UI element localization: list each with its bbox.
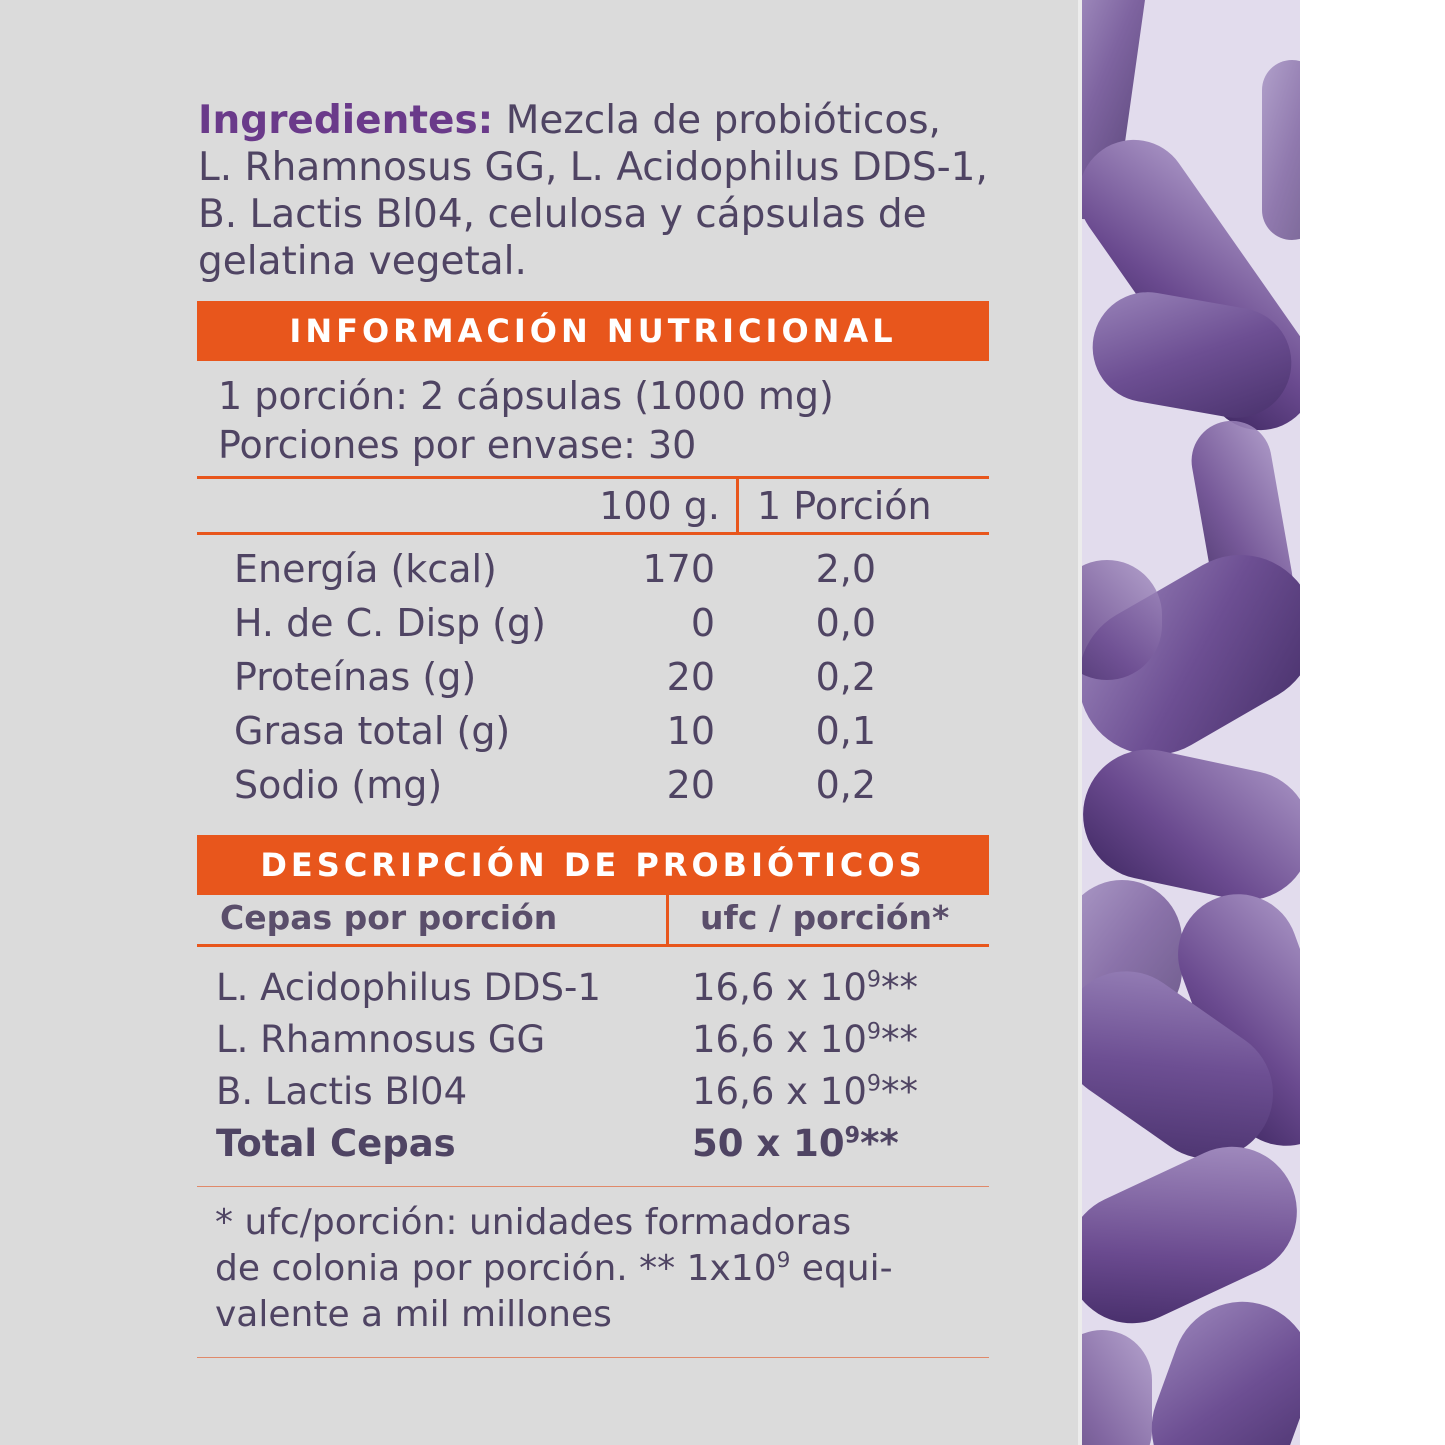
ingredients-line-4: gelatina vegetal. <box>198 239 527 284</box>
strain-name-rhamnosus: L. Rhamnosus GG <box>216 1018 546 1061</box>
probiotics-column-divider <box>666 895 669 947</box>
nutrient-value-portion-sodium: 0,2 <box>815 763 876 807</box>
nutrient-name-sodium: Sodio (mg) <box>234 763 443 807</box>
nutrient-value-portion-protein: 0,2 <box>815 655 876 699</box>
footnote-line-2: de colonia por porción. ** $1x10^9$ equi- <box>215 1248 893 1289</box>
column-header-strains: Cepas por porción <box>220 898 558 937</box>
column-header-100g: 100 g. <box>599 484 720 528</box>
nutrient-name-fat: Grasa total (g) <box>234 709 511 753</box>
page-margin <box>1300 0 1445 1445</box>
column-header-portion: 1 Porción <box>757 484 932 528</box>
serving-size: 1 porción: 2 cápsulas (1000 mg) <box>218 374 834 418</box>
strain-name-acidophilus: L. Acidophilus DDS-1 <box>216 966 601 1009</box>
probiotics-title-band <box>197 835 989 895</box>
probiotics-header-rule <box>197 944 989 947</box>
strain-name-total: Total Cepas <box>216 1122 456 1165</box>
strain-cfu-total: 50 x $10^9**$ <box>692 1122 899 1165</box>
ingredients-label: Ingredientes: <box>198 98 494 143</box>
servings-per-container: Porciones por envase: 30 <box>218 423 697 467</box>
nutrition-title-band <box>197 301 989 361</box>
probiotics-bottom-rule <box>197 1186 989 1187</box>
nutrient-name-energy: Energía (kcal) <box>234 547 497 591</box>
strain-cfu-rhamnosus: 16,6 x $10^9**$ <box>692 1018 919 1061</box>
footnote <box>215 1200 985 1338</box>
nutrition-header-rule-bottom <box>197 532 989 535</box>
footnote-line-1: * ufc/porción: unidades formadoras <box>215 1202 852 1243</box>
bacteria-image <box>1082 0 1300 1445</box>
strain-cfu-acidophilus: 16,6 x $10^9**$ <box>692 966 919 1009</box>
nutrient-name-protein: Proteínas (g) <box>234 655 477 699</box>
strain-cfu-lactis: 16,6 x $10^9**$ <box>692 1070 919 1113</box>
nutrition-header-rule-top <box>197 476 989 479</box>
ingredients-line-2: L. Rhamnosus GG, L. Acidophilus DDS-1, <box>198 145 988 190</box>
strain-name-lactis: B. Lactis Bl04 <box>216 1070 468 1113</box>
probiotics-title: DESCRIPCIÓN DE PROBIÓTICOS <box>260 846 926 884</box>
ingredients-line-3: B. Lactis Bl04, celulosa y cápsulas de <box>198 192 927 237</box>
footnote-bottom-rule <box>197 1357 989 1358</box>
ingredients-line-1: Mezcla de probióticos, <box>505 98 941 143</box>
nutrient-value-portion-fat: 0,1 <box>815 709 876 753</box>
ingredients-text <box>198 97 1068 285</box>
nutrient-value-100g-fat: 10 <box>666 709 715 753</box>
nutrient-value-100g-energy: 170 <box>642 547 715 591</box>
nutrient-value-100g-sodium: 20 <box>666 763 715 807</box>
footnote-line-3: valente a mil millones <box>215 1294 612 1335</box>
column-header-cfu: ufc / porción* <box>700 898 950 937</box>
nutrient-name-carbs: H. de C. Disp (g) <box>234 601 546 645</box>
nutrition-title: INFORMACIÓN NUTRICIONAL <box>289 312 897 350</box>
nutrient-value-100g-carbs: 0 <box>690 601 715 645</box>
bacteria-illustration <box>1082 0 1300 1445</box>
nutrient-value-portion-carbs: 0,0 <box>815 601 876 645</box>
nutrient-value-100g-protein: 20 <box>666 655 715 699</box>
nutrition-column-divider <box>736 477 739 535</box>
nutrient-value-portion-energy: 2,0 <box>815 547 876 591</box>
